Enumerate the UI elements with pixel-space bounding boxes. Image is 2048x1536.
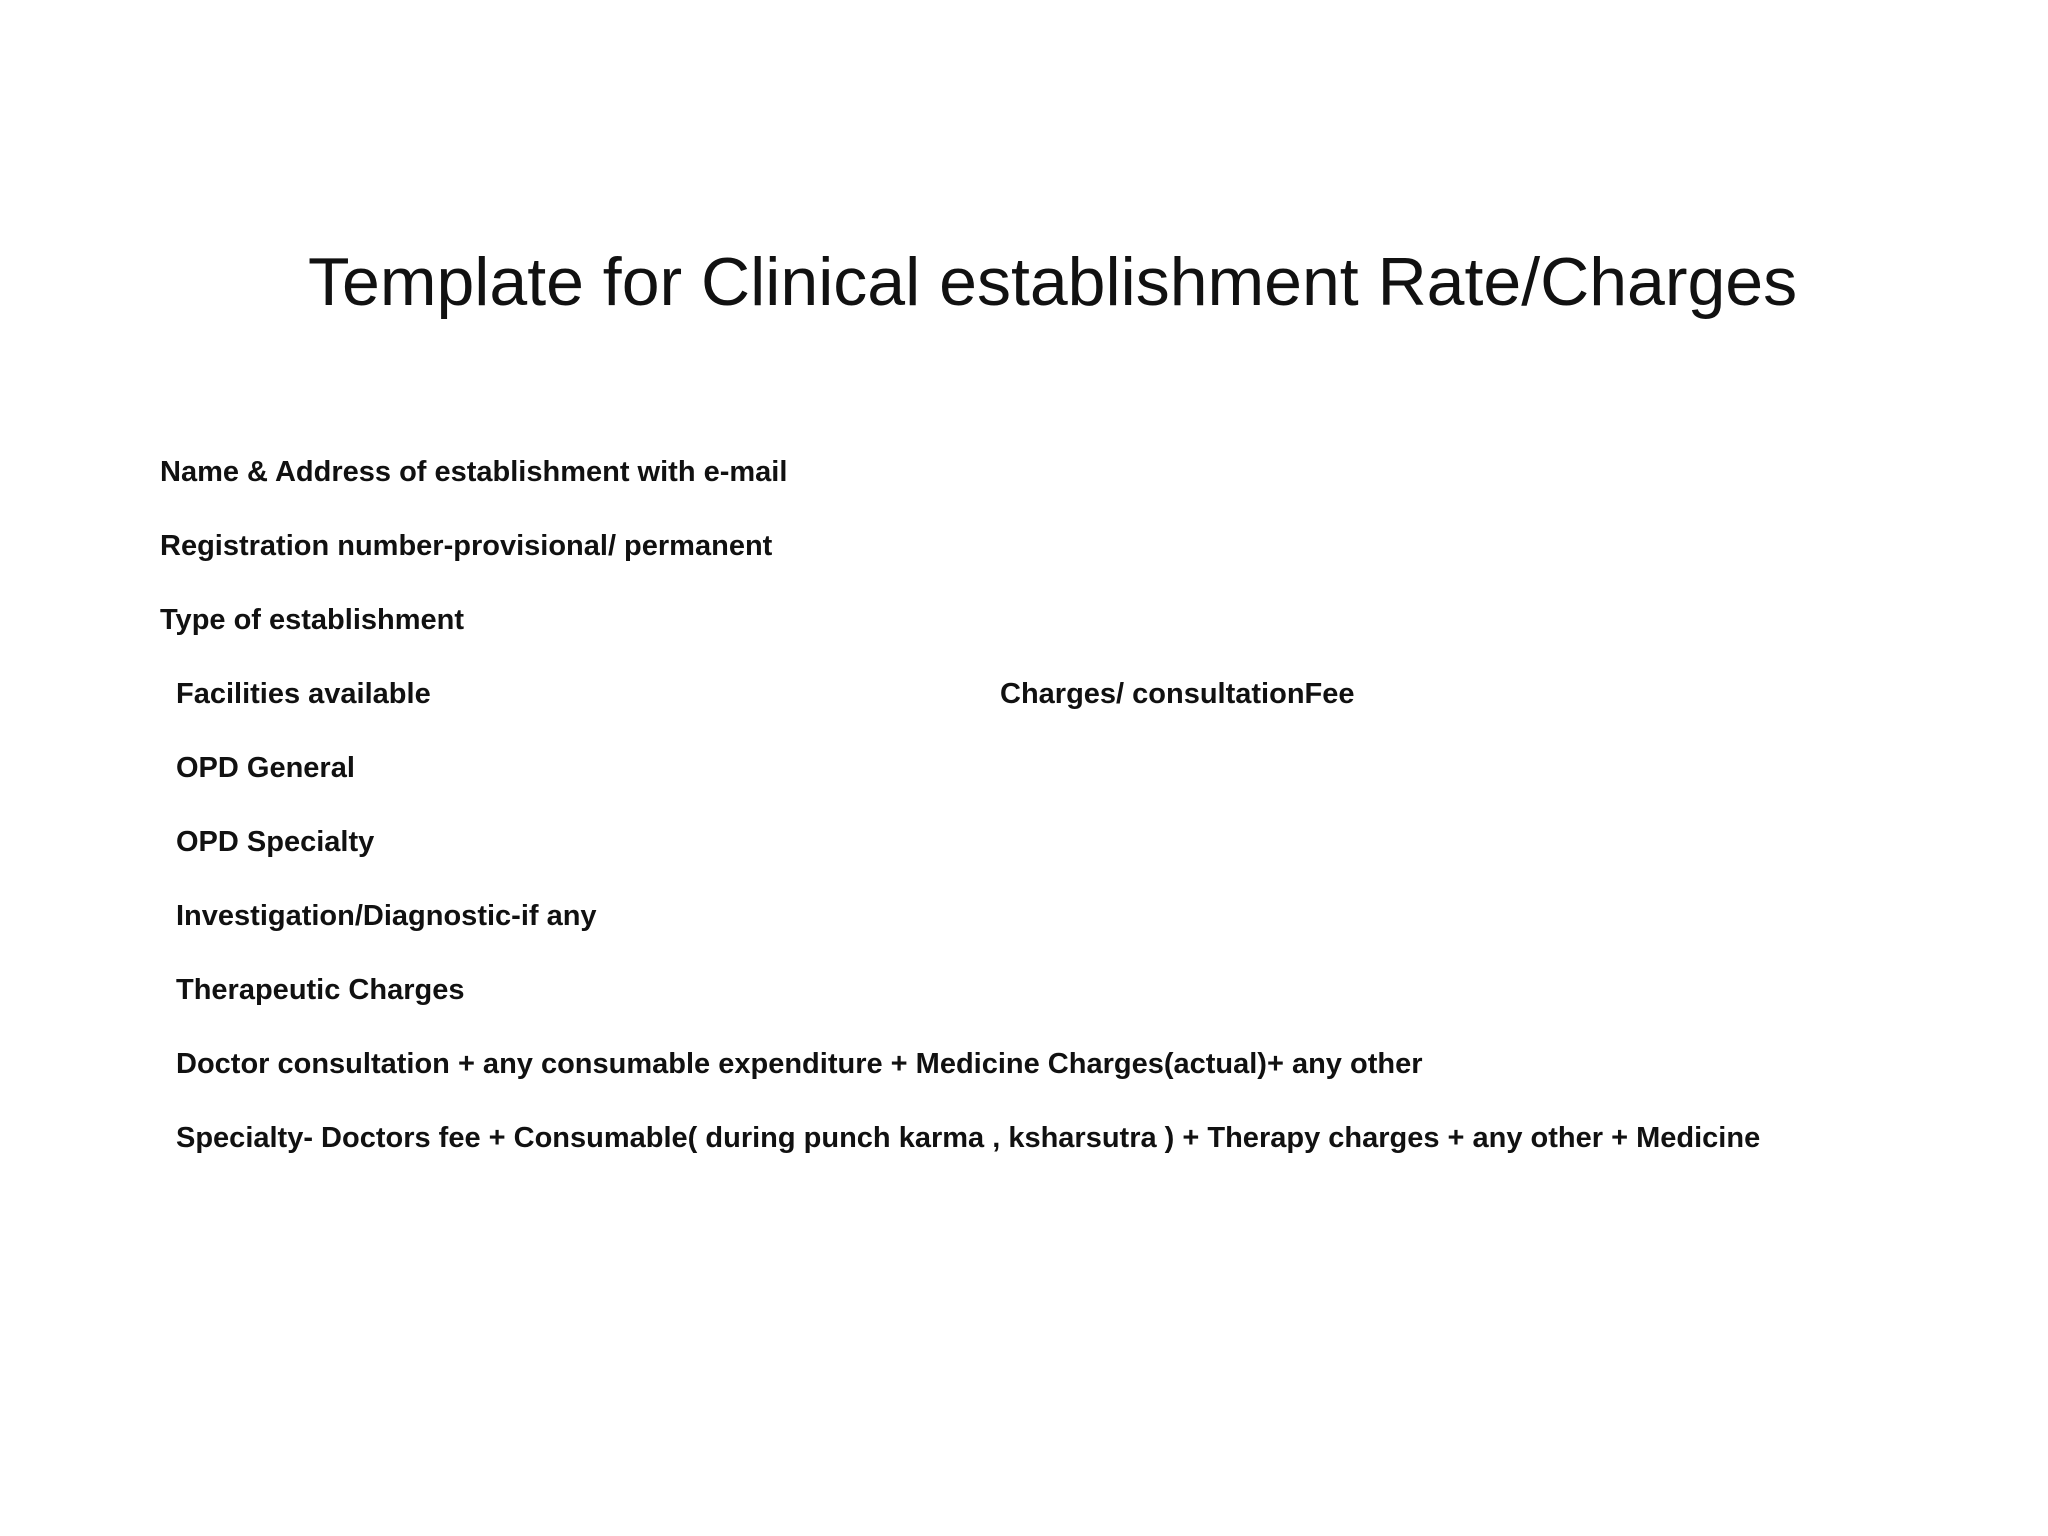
field-registration: Registration number-provisional/ permanent [160, 530, 773, 562]
row-opd-specialty: OPD Specialty [176, 826, 375, 858]
field-establishment-type: Type of establishment [160, 604, 465, 636]
document-title: Template for Clinical establishment Rate/Charges [308, 244, 1798, 320]
row-specialty-breakdown: Specialty- Doctors fee + Consumable( during punch karma , ksharsutra ) + Therapy charges + any other + Medicine [176, 1122, 1761, 1154]
field-name-address: Name & Address of establishment with e-mail [160, 456, 788, 488]
header-facilities-available: Facilities available [176, 678, 431, 710]
row-doctor-consultation: Doctor consultation + any consumable expenditure + Medicine Charges(actual)+ any other [176, 1048, 1423, 1080]
row-opd-general: OPD General [176, 752, 355, 784]
header-charges-fee: Charges/ consultationFee [1000, 678, 1355, 710]
row-investigation-diagnostic: Investigation/Diagnostic-if any [176, 900, 597, 932]
row-therapeutic-charges: Therapeutic Charges [176, 974, 465, 1006]
